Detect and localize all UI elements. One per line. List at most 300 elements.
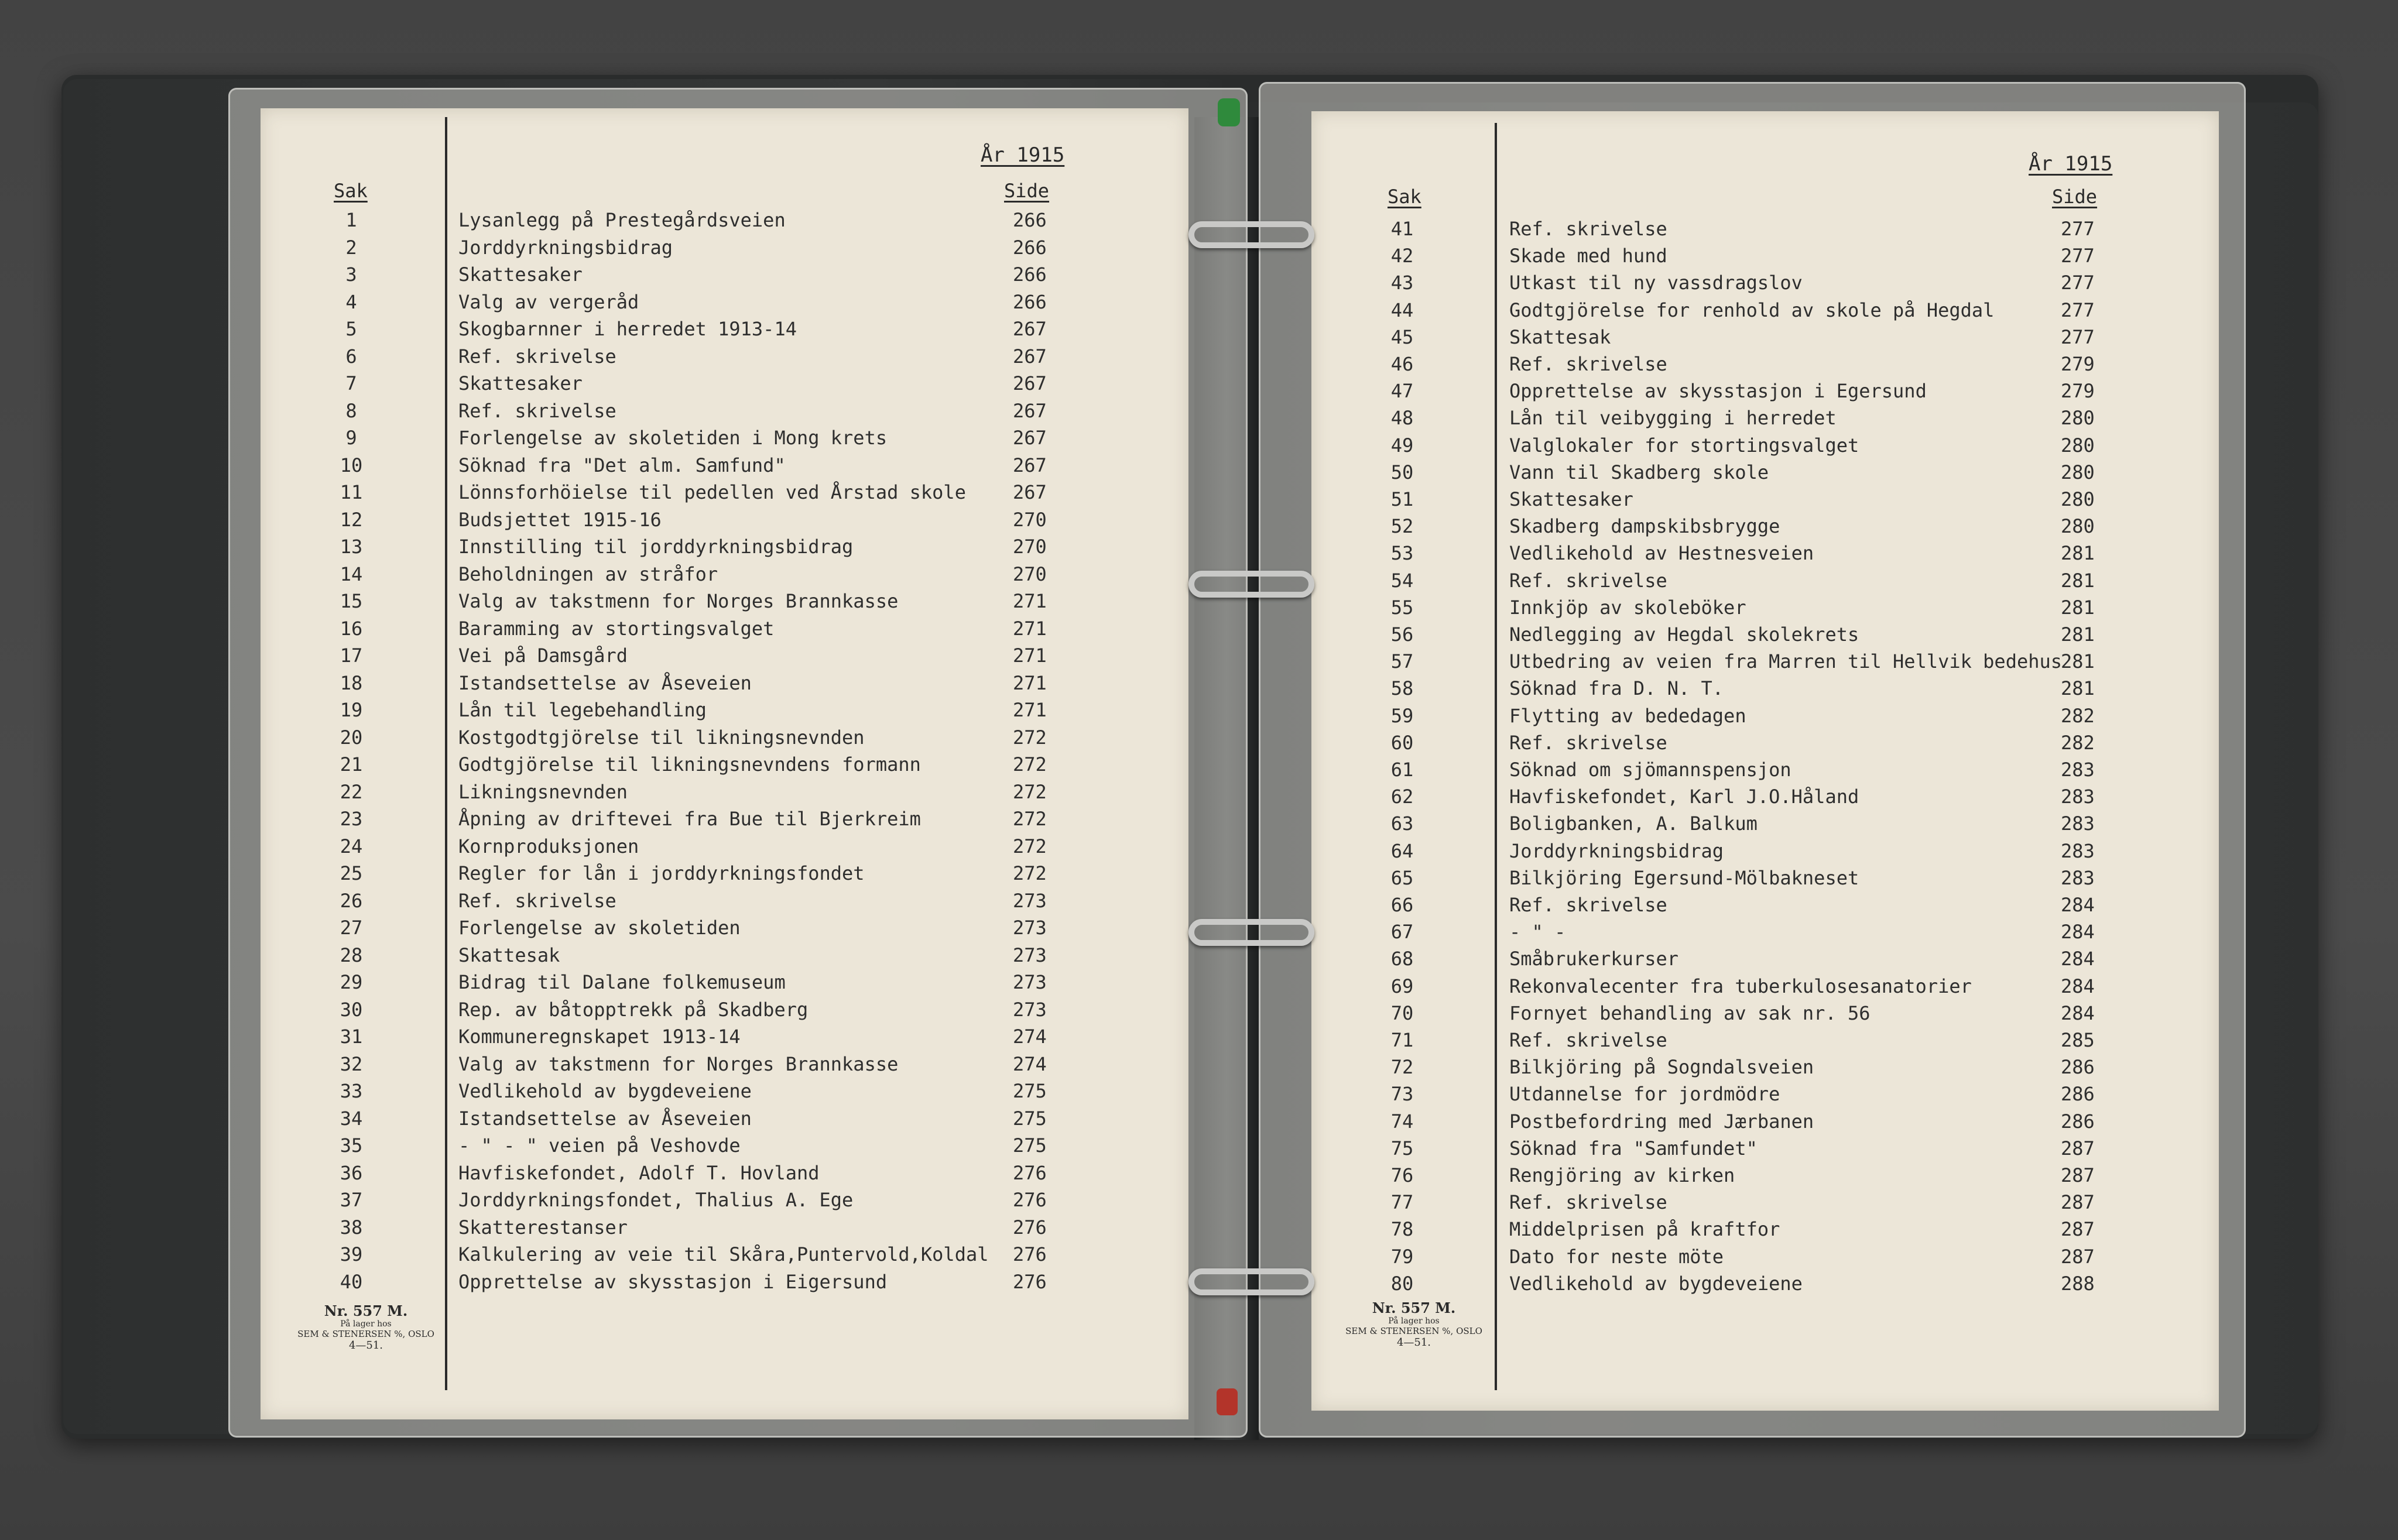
left-year-label: År 1915: [981, 143, 1065, 167]
page-reference: 275: [1013, 1107, 1047, 1130]
page-reference: 271: [1013, 617, 1047, 640]
page-reference: 284: [2061, 975, 2095, 997]
sak-title: Ref. skrivelse: [458, 889, 616, 912]
page-reference: 283: [2061, 786, 2095, 808]
sak-number: 33: [340, 1080, 363, 1102]
sak-title: Skattesak: [458, 944, 560, 966]
page-reference: 271: [1013, 699, 1047, 721]
sak-number: 26: [340, 889, 363, 912]
sak-title: Utkast til ny vassdragslov: [1509, 272, 1803, 294]
table-row: [1311, 326, 2190, 349]
sak-number: 77: [1390, 1191, 1414, 1214]
sak-title: Bilkjöring Egersund-Mölbakneset: [1509, 866, 1859, 889]
page-reference: 285: [2061, 1029, 2095, 1051]
table-row: [1311, 1164, 2190, 1188]
sak-number: 4: [345, 290, 357, 313]
table-row: [261, 536, 1139, 559]
table-row: [1311, 1002, 2190, 1025]
sak-number: 75: [1390, 1137, 1414, 1160]
sak-number: 54: [1390, 569, 1414, 592]
sak-title: Ref. skrivelse: [458, 399, 616, 422]
sak-number: 80: [1390, 1272, 1414, 1295]
sak-number: 13: [340, 536, 363, 558]
page-reference: 273: [1013, 944, 1047, 966]
table-row: [1311, 812, 2190, 836]
sak-title: Fornyet behandling av sak nr. 56: [1509, 1001, 1871, 1024]
sak-number: 17: [340, 644, 363, 667]
sak-number: 42: [1390, 245, 1414, 267]
sak-title: Rep. av båtopptrekk på Skadberg: [458, 998, 809, 1021]
page-reference: 276: [1013, 1216, 1047, 1239]
page-reference: 272: [1013, 862, 1047, 884]
table-row: [261, 1025, 1139, 1049]
page-reference: 277: [2061, 272, 2095, 294]
page-reference: 287: [2061, 1191, 2095, 1214]
page-reference: 270: [1013, 508, 1047, 531]
page-reference: 281: [2061, 569, 2095, 592]
left-footer-form-no: Nr. 557 M.: [324, 1302, 408, 1319]
table-row: [1311, 245, 2190, 268]
sak-title: Opprettelse av skysstasjon i Eigersund: [458, 1270, 888, 1293]
sak-title: Valg av takstmenn for Norges Brannkasse: [458, 1052, 899, 1075]
page-reference: 280: [2061, 515, 2095, 538]
sak-title: Beholdningen av stråfor: [458, 563, 718, 585]
sak-title: Forlengelse av skoletiden i Mong krets: [458, 427, 888, 449]
page-reference: 279: [2061, 353, 2095, 375]
sak-number: 2: [345, 236, 357, 259]
table-row: [1311, 786, 2190, 809]
sak-title: Kornproduksjonen: [458, 835, 639, 858]
page-reference: 282: [2061, 704, 2095, 727]
table-row: [261, 481, 1139, 505]
binder-ring-3: [1188, 919, 1314, 946]
sak-number: 41: [1390, 218, 1414, 240]
sak-number: 43: [1390, 272, 1414, 294]
sak-number: 35: [340, 1134, 363, 1157]
page-reference: 280: [2061, 407, 2095, 430]
page-reference: 266: [1013, 263, 1047, 286]
sak-number: 24: [340, 835, 363, 858]
sak-number: 19: [340, 699, 363, 721]
sak-title: Jorddyrkningsbidrag: [458, 236, 673, 259]
sak-number: 57: [1390, 650, 1414, 673]
table-row: [261, 862, 1139, 886]
page-reference: 267: [1013, 481, 1047, 503]
sak-number: 65: [1390, 866, 1414, 889]
table-row: [1311, 948, 2190, 971]
page-reference: 288: [2061, 1272, 2095, 1295]
page-reference: 281: [2061, 542, 2095, 565]
sak-title: Jorddyrkningsbidrag: [1509, 839, 1724, 862]
page-reference: 276: [1013, 1243, 1047, 1265]
sak-number: 69: [1390, 975, 1414, 997]
sak-title: Skattesaker: [458, 372, 583, 395]
sak-title: Skogbarnner i herredet 1913-14: [458, 318, 797, 340]
table-row: [261, 427, 1139, 450]
sak-number: 10: [340, 454, 363, 476]
sak-title: Söknad fra "Det alm. Samfund": [458, 454, 786, 476]
sak-title: Bidrag til Dalane folkemuseum: [458, 971, 786, 993]
sak-title: Valg av takstmenn for Norges Brannkasse: [458, 590, 899, 612]
table-row: [261, 1134, 1139, 1158]
table-row: [1311, 407, 2190, 430]
table-row: [1311, 272, 2190, 295]
left-footer-line3: SEM & STENERSEN %, OSLO: [297, 1329, 434, 1339]
table-row: [261, 644, 1139, 668]
sak-title: Vedlikehold av bygdeveiene: [458, 1080, 752, 1102]
sak-number: 6: [345, 345, 357, 368]
table-row: [1311, 596, 2190, 620]
page-reference: 281: [2061, 650, 2095, 673]
sak-title: Innstilling til jorddyrkningsbidrag: [458, 536, 854, 558]
page-reference: 274: [1013, 1025, 1047, 1048]
sak-number: 40: [340, 1270, 363, 1293]
sak-title: Ref. skrivelse: [458, 345, 616, 368]
sak-title: Skade med hund: [1509, 245, 1667, 267]
table-row: [261, 509, 1139, 532]
page-reference: 281: [2061, 596, 2095, 619]
table-row: [261, 291, 1139, 314]
sak-title: Ref. skrivelse: [1509, 894, 1667, 916]
sak-title: Innkjöp av skoleböker: [1509, 596, 1746, 619]
page-reference: 277: [2061, 299, 2095, 321]
table-row: [1311, 759, 2190, 782]
right-footer-line4: 4—51.: [1396, 1336, 1431, 1349]
sak-title: Regler for lån i jorddyrkningsfondet: [458, 862, 865, 884]
sak-title: Vedlikehold av bygdeveiene: [1509, 1272, 1803, 1295]
table-row: [1311, 218, 2190, 241]
table-row: [261, 563, 1139, 586]
sak-title: Utbedring av veien fra Marren til Hellvik bedehus: [1509, 650, 2063, 673]
table-row: [261, 400, 1139, 423]
page-reference: 266: [1013, 209, 1047, 231]
sak-number: 50: [1390, 461, 1414, 483]
page-reference: 272: [1013, 726, 1047, 749]
sak-title: Kalkulering av veie til Skåra,Puntervold,Koldal: [458, 1243, 989, 1265]
table-row: [1311, 894, 2190, 917]
sak-number: 71: [1390, 1029, 1414, 1051]
right-index-page: [1311, 111, 2219, 1411]
sak-title: Lysanlegg på Prestegårdsveien: [458, 209, 786, 231]
sak-title: Ref. skrivelse: [1509, 218, 1667, 240]
table-row: [1311, 705, 2190, 728]
right-year-label: År 1915: [2029, 152, 2113, 176]
sak-title: Skatterestanser: [458, 1216, 628, 1239]
table-row: [1311, 1218, 2190, 1241]
sak-number: 31: [340, 1025, 363, 1048]
sak-title: Ref. skrivelse: [1509, 1191, 1667, 1214]
page-reference: 280: [2061, 488, 2095, 510]
page-reference: 282: [2061, 731, 2095, 754]
sak-title: - " -: [1509, 921, 1566, 944]
sak-number: 78: [1390, 1218, 1414, 1241]
page-reference: 277: [2061, 245, 2095, 267]
page-reference: 287: [2061, 1164, 2095, 1186]
sak-number: 76: [1390, 1164, 1414, 1186]
sak-number: 55: [1390, 596, 1414, 619]
binder-ring-1: [1188, 221, 1314, 248]
left-printer-footer: [293, 1302, 439, 1352]
page-reference: 284: [2061, 894, 2095, 916]
page-reference: 271: [1013, 644, 1047, 667]
table-row: [261, 1271, 1139, 1294]
sak-title: Boligbanken, A. Balkum: [1509, 812, 1758, 835]
table-row: [261, 345, 1139, 369]
table-row: [261, 1162, 1139, 1185]
table-row: [261, 753, 1139, 777]
table-row: [261, 726, 1139, 750]
sak-number: 29: [340, 971, 363, 993]
sak-title: Vedlikehold av Hestnesveien: [1509, 542, 1814, 565]
page-reference: 286: [2061, 1056, 2095, 1079]
table-row: [1311, 1137, 2190, 1161]
table-row: [261, 263, 1139, 287]
sak-title: Bilkjöring på Sogndalsveien: [1509, 1056, 1814, 1079]
table-row: [261, 781, 1139, 804]
page-reference: 272: [1013, 835, 1047, 858]
sak-title: Istandsettelse av Åseveien: [458, 1107, 752, 1130]
sak-number: 59: [1390, 704, 1414, 727]
sak-title: Godtgjörelse til likningsnevndens formann: [458, 753, 921, 776]
sak-number: 60: [1390, 731, 1414, 754]
page-reference: 272: [1013, 753, 1047, 776]
right-footer-form-no: Nr. 557 M.: [1372, 1299, 1456, 1316]
binder-ring-4: [1188, 1268, 1314, 1295]
table-row: [261, 590, 1139, 613]
table-row: [261, 1080, 1139, 1103]
right-col-side: Side: [2052, 186, 2098, 208]
table-row: [1311, 542, 2190, 565]
page-reference: 273: [1013, 971, 1047, 993]
table-row: [1311, 1029, 2190, 1052]
sak-number: 21: [340, 753, 363, 776]
right-footer-line2: På lager hos: [1388, 1316, 1440, 1326]
sak-number: 23: [340, 808, 363, 830]
page-reference: 267: [1013, 318, 1047, 340]
sak-number: 56: [1390, 623, 1414, 646]
page-reference: 273: [1013, 917, 1047, 939]
sak-title: Vei på Damsgård: [458, 644, 628, 667]
sak-number: 7: [345, 372, 357, 395]
sak-number: 8: [345, 399, 357, 422]
sak-number: 39: [340, 1243, 363, 1265]
table-row: [1311, 1191, 2190, 1215]
green-index-tab: [1218, 98, 1240, 126]
page-reference: 267: [1013, 345, 1047, 368]
sak-number: 34: [340, 1107, 363, 1130]
sak-number: 73: [1390, 1083, 1414, 1106]
page-reference: 272: [1013, 780, 1047, 803]
table-row: [1311, 380, 2190, 403]
sak-number: 44: [1390, 299, 1414, 321]
sak-number: 51: [1390, 488, 1414, 510]
table-row: [1311, 1246, 2190, 1269]
table-row: [261, 917, 1139, 940]
sak-title: Kostgodtgjörelse til likningsnevnden: [458, 726, 865, 749]
table-row: [1311, 732, 2190, 755]
table-row: [1311, 867, 2190, 890]
sak-number: 15: [340, 590, 363, 612]
table-row: [261, 318, 1139, 341]
page-reference: 275: [1013, 1080, 1047, 1102]
page-reference: 276: [1013, 1189, 1047, 1211]
sak-title: Jorddyrkningsfondet, Thalius A. Ege: [458, 1189, 854, 1211]
page-reference: 276: [1013, 1270, 1047, 1293]
table-row: [1311, 623, 2190, 647]
table-row: [261, 971, 1139, 994]
sak-title: Rengjöring av kirken: [1509, 1164, 1735, 1186]
table-row: [1311, 1273, 2190, 1296]
sak-title: Nedlegging av Hegdal skolekrets: [1509, 623, 1859, 646]
red-index-tab: [1217, 1388, 1238, 1415]
sak-title: Skadberg dampskibsbrygge: [1509, 515, 1780, 538]
sak-number: 11: [340, 481, 363, 503]
page-reference: 281: [2061, 677, 2095, 700]
binder-ring-2: [1188, 571, 1314, 598]
page-reference: 283: [2061, 812, 2095, 835]
sak-number: 58: [1390, 677, 1414, 700]
sak-number: 49: [1390, 434, 1414, 457]
table-row: [1311, 921, 2190, 944]
sak-number: 5: [345, 318, 357, 340]
sak-title: Rekonvalecenter fra tuberkulosesanatorier: [1509, 975, 1972, 997]
sak-title: Skattesaker: [1509, 488, 1633, 510]
table-row: [1311, 650, 2190, 674]
sak-number: 74: [1390, 1110, 1414, 1133]
left-col-side: Side: [1004, 180, 1050, 202]
table-row: [261, 699, 1139, 722]
page-reference: 284: [2061, 1001, 2095, 1024]
table-row: [1311, 353, 2190, 376]
table-row: [261, 1053, 1139, 1076]
table-row: [261, 835, 1139, 859]
page-reference: 287: [2061, 1218, 2095, 1241]
sak-title: Likningsnevnden: [458, 780, 628, 803]
table-row: [1311, 570, 2190, 593]
sak-number: 45: [1390, 325, 1414, 348]
sak-title: Middelprisen på kraftfor: [1509, 1218, 1780, 1241]
sak-number: 66: [1390, 894, 1414, 916]
page-reference: 286: [2061, 1083, 2095, 1106]
page-reference: 273: [1013, 889, 1047, 912]
sak-number: 61: [1390, 759, 1414, 781]
page-reference: 287: [2061, 1137, 2095, 1160]
sak-number: 14: [340, 563, 363, 585]
sak-title: Ref. skrivelse: [1509, 353, 1667, 375]
table-row: [261, 672, 1139, 695]
left-footer-line4: 4—51.: [348, 1339, 383, 1352]
table-row: [261, 1107, 1139, 1131]
table-row: [1311, 677, 2190, 701]
sak-number: 36: [340, 1161, 363, 1184]
sak-number: 53: [1390, 542, 1414, 565]
sak-title: Forlengelse av skoletiden: [458, 917, 741, 939]
page-reference: 267: [1013, 454, 1047, 476]
sak-number: 22: [340, 780, 363, 803]
sak-number: 47: [1390, 380, 1414, 403]
table-row: [261, 999, 1139, 1022]
right-footer-line3: SEM & STENERSEN %, OSLO: [1345, 1326, 1482, 1336]
page-reference: 283: [2061, 839, 2095, 862]
table-row: [261, 454, 1139, 478]
sak-title: Postbefordring med Jærbanen: [1509, 1110, 1814, 1133]
sak-title: Godtgjörelse for renhold av skole på Hegdal: [1509, 299, 1995, 321]
table-row: [1311, 1110, 2190, 1134]
page-reference: 275: [1013, 1134, 1047, 1157]
page-reference: 280: [2061, 461, 2095, 483]
table-row: [1311, 1083, 2190, 1106]
sak-title: Ref. skrivelse: [1509, 731, 1667, 754]
table-row: [1311, 461, 2190, 485]
table-row: [1311, 488, 2190, 512]
sak-number: 20: [340, 726, 363, 749]
table-row: [261, 236, 1139, 260]
sak-title: Söknad fra D. N. T.: [1509, 677, 1724, 700]
table-row: [1311, 975, 2190, 999]
table-row: [1311, 299, 2190, 323]
sak-title: Lån til legebehandling: [458, 699, 707, 721]
sak-number: 70: [1390, 1001, 1414, 1024]
sak-number: 46: [1390, 353, 1414, 375]
page-reference: 270: [1013, 536, 1047, 558]
sak-number: 72: [1390, 1056, 1414, 1079]
sak-title: Kommuneregnskapet 1913-14: [458, 1025, 741, 1048]
sak-number: 64: [1390, 839, 1414, 862]
page-reference: 271: [1013, 590, 1047, 612]
sak-number: 16: [340, 617, 363, 640]
right-printer-footer: [1341, 1299, 1487, 1349]
page-reference: 272: [1013, 808, 1047, 830]
sak-title: Lån til veibygging i herredet: [1509, 407, 1837, 430]
table-row: [261, 890, 1139, 913]
sak-number: 79: [1390, 1245, 1414, 1268]
sak-title: Söknad om sjömannspensjon: [1509, 759, 1791, 781]
sak-number: 63: [1390, 812, 1414, 835]
sak-number: 9: [345, 427, 357, 449]
sak-title: Havfiskefondet, Adolf T. Hovland: [458, 1161, 820, 1184]
sak-number: 18: [340, 671, 363, 694]
page-reference: 267: [1013, 427, 1047, 449]
sak-number: 28: [340, 944, 363, 966]
page-reference: 286: [2061, 1110, 2095, 1133]
sak-title: Skattesak: [1509, 325, 1611, 348]
page-reference: 284: [2061, 921, 2095, 944]
sak-number: 67: [1390, 921, 1414, 944]
table-row: [261, 1216, 1139, 1240]
sak-number: 37: [340, 1189, 363, 1211]
table-row: [1311, 1056, 2190, 1079]
page-reference: 274: [1013, 1052, 1047, 1075]
left-col-sak: Sak: [334, 180, 368, 202]
sak-number: 27: [340, 917, 363, 939]
table-row: [261, 808, 1139, 831]
table-row: [261, 1243, 1139, 1267]
right-col-sak: Sak: [1388, 186, 1421, 208]
table-row: [261, 618, 1139, 641]
sak-number: 48: [1390, 407, 1414, 430]
page-reference: 283: [2061, 866, 2095, 889]
sak-title: Utdannelse for jordmödre: [1509, 1083, 1780, 1106]
sak-title: Ref. skrivelse: [1509, 569, 1667, 592]
page-reference: 277: [2061, 325, 2095, 348]
sak-number: 62: [1390, 786, 1414, 808]
sak-title: Lönnsforhöielse til pedellen ved Årstad skole: [458, 481, 966, 503]
page-reference: 279: [2061, 380, 2095, 403]
table-row: [261, 209, 1139, 232]
table-row: [1311, 434, 2190, 458]
sak-number: 32: [340, 1052, 363, 1075]
sak-title: Söknad fra "Samfundet": [1509, 1137, 1758, 1160]
